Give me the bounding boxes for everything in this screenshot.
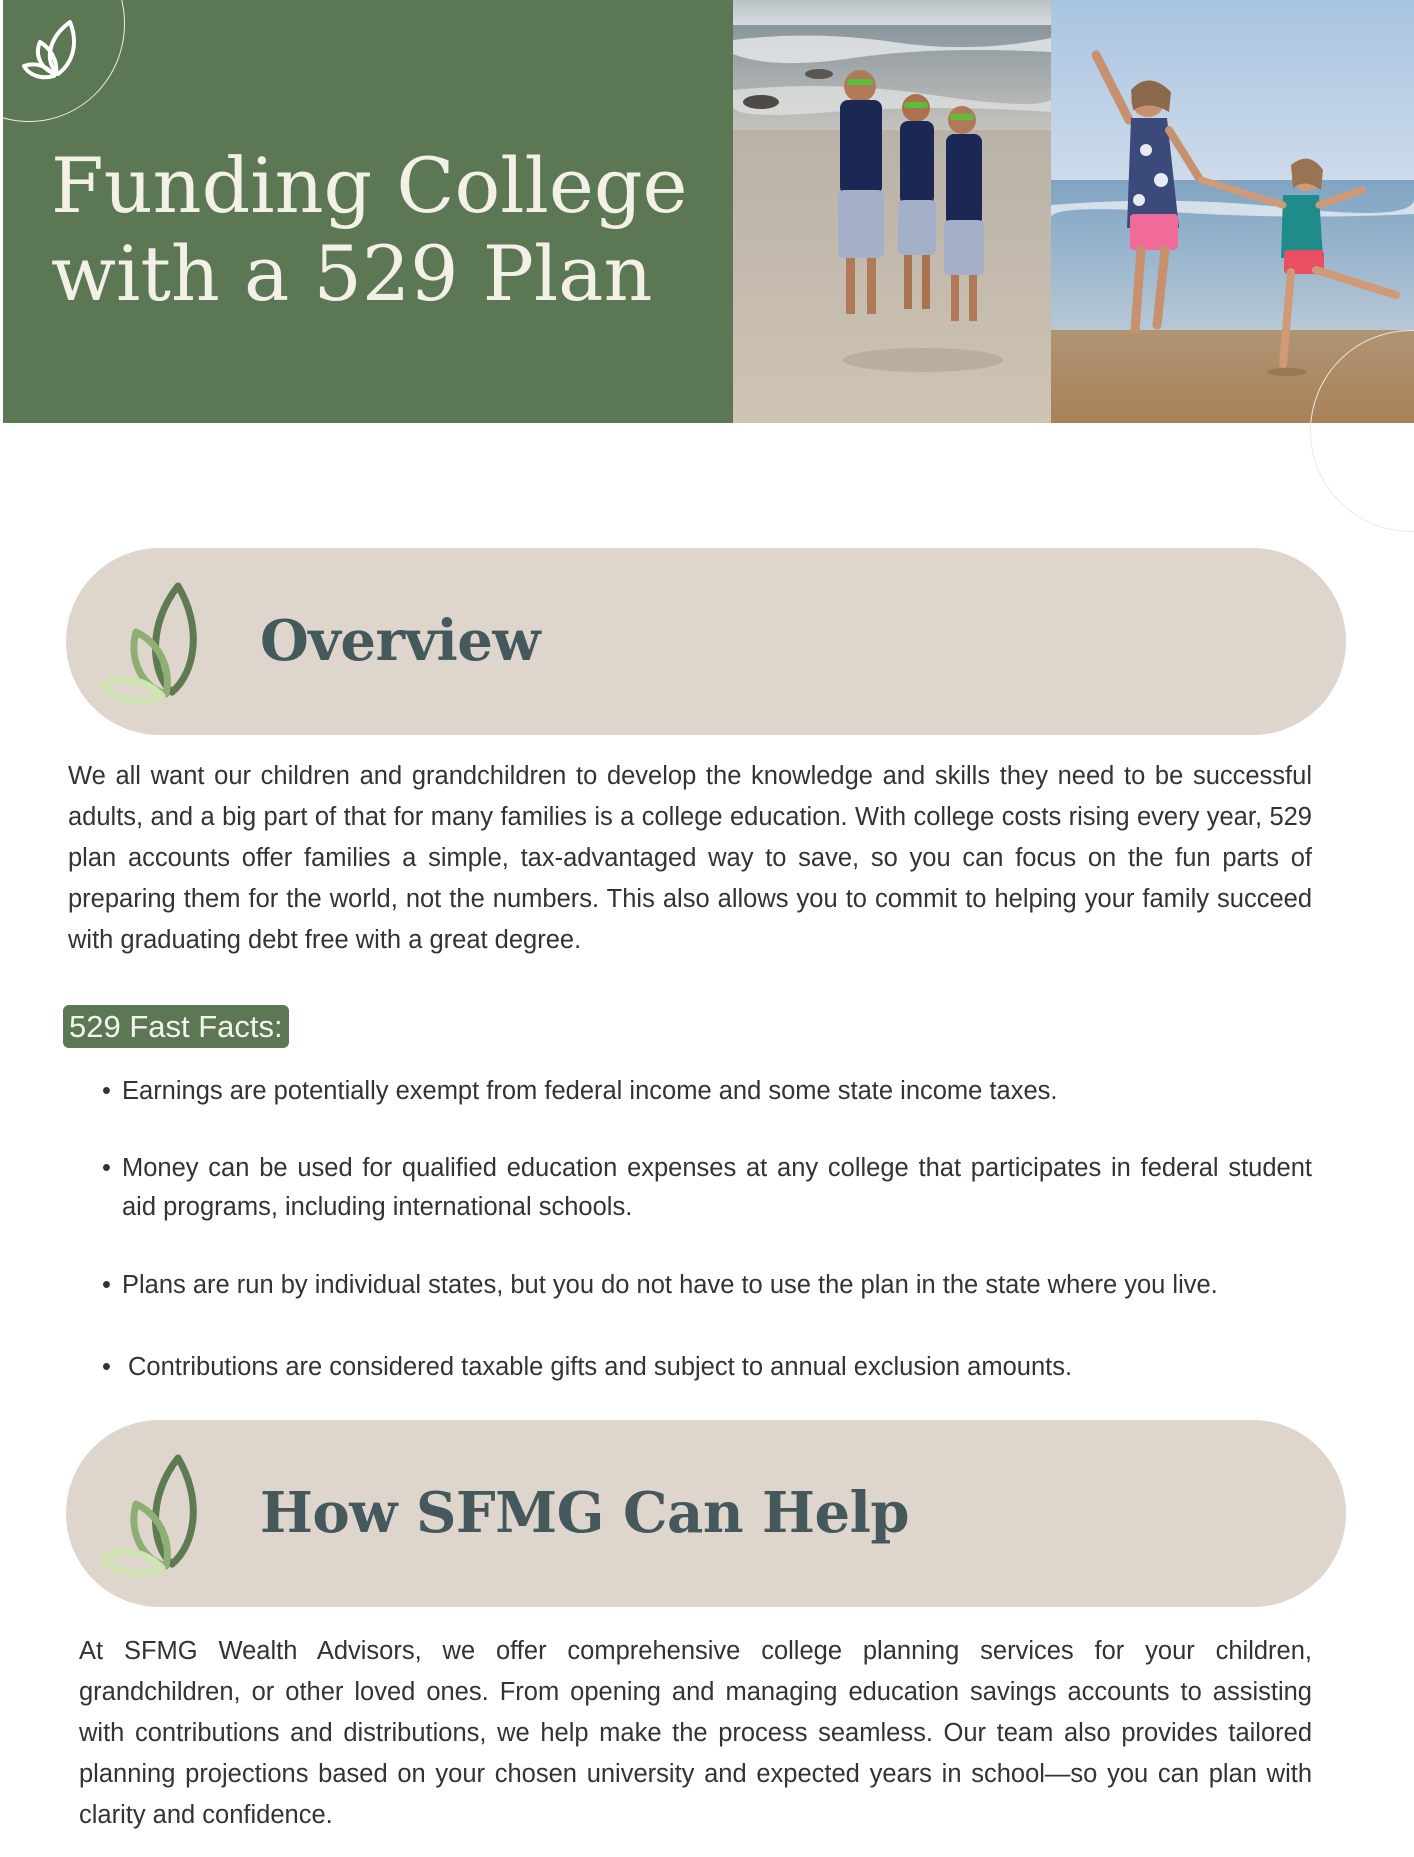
page-title [51,142,731,318]
overview-header-band [66,548,1346,735]
leaf-icon [96,1448,216,1586]
photo-three-boys-on-beach [733,0,1051,423]
list-item: • Earnings are potentially exempt from federal income and some state income taxes. [100,1072,1312,1111]
help-paragraph: At SFMG Wealth Advisors, we offer comprehensive college planning services for your children, grandchildren, or other loved ones. From opening and managing education savings accounts to assisting with contributions and distributions, we help make the process seamless. Our team also provides tailored planning projections based on your chosen university and expected years in school—so you can plan with clarity and confidence. [79,1637,1312,1829]
overview-paragraph: We all want our children and grandchildren to develop the knowledge and skills they need to be successful adults, and a big part of that for many families is a college education. With college costs rising every year, 529 plan accounts offer families a simple, tax-advantaged way to save, so you can focus on the fun parts of preparing them for the world, not the numbers. This also allows you to commit to helping your family succeed with graduating debt free with a great degree. [68,762,1312,954]
list-item: • Money can be used for qualified education expenses at any college that participates in federal student aid programs, including international schools. [100,1149,1312,1227]
leaf-icon [96,576,216,714]
fast-facts-list [100,1072,1312,1387]
help-header-band [66,1420,1346,1607]
page-title-line-1: Funding College [51,141,688,230]
help-heading: How SFMG Can Help [260,1480,910,1546]
list-item: • Contributions are considered taxable gifts and subject to annual exclusion amounts. [100,1348,1312,1387]
header-band [3,0,733,423]
list-item: • Plans are run by individual states, but you do not have to use the plan in the state where you live. [100,1266,1312,1305]
lotus-flower-icon [20,12,84,86]
page-title-line-2: with a 529 Plan [51,229,653,318]
fast-facts-label: 529 Fast Facts: [63,1005,289,1048]
overview-heading: Overview [260,608,541,674]
